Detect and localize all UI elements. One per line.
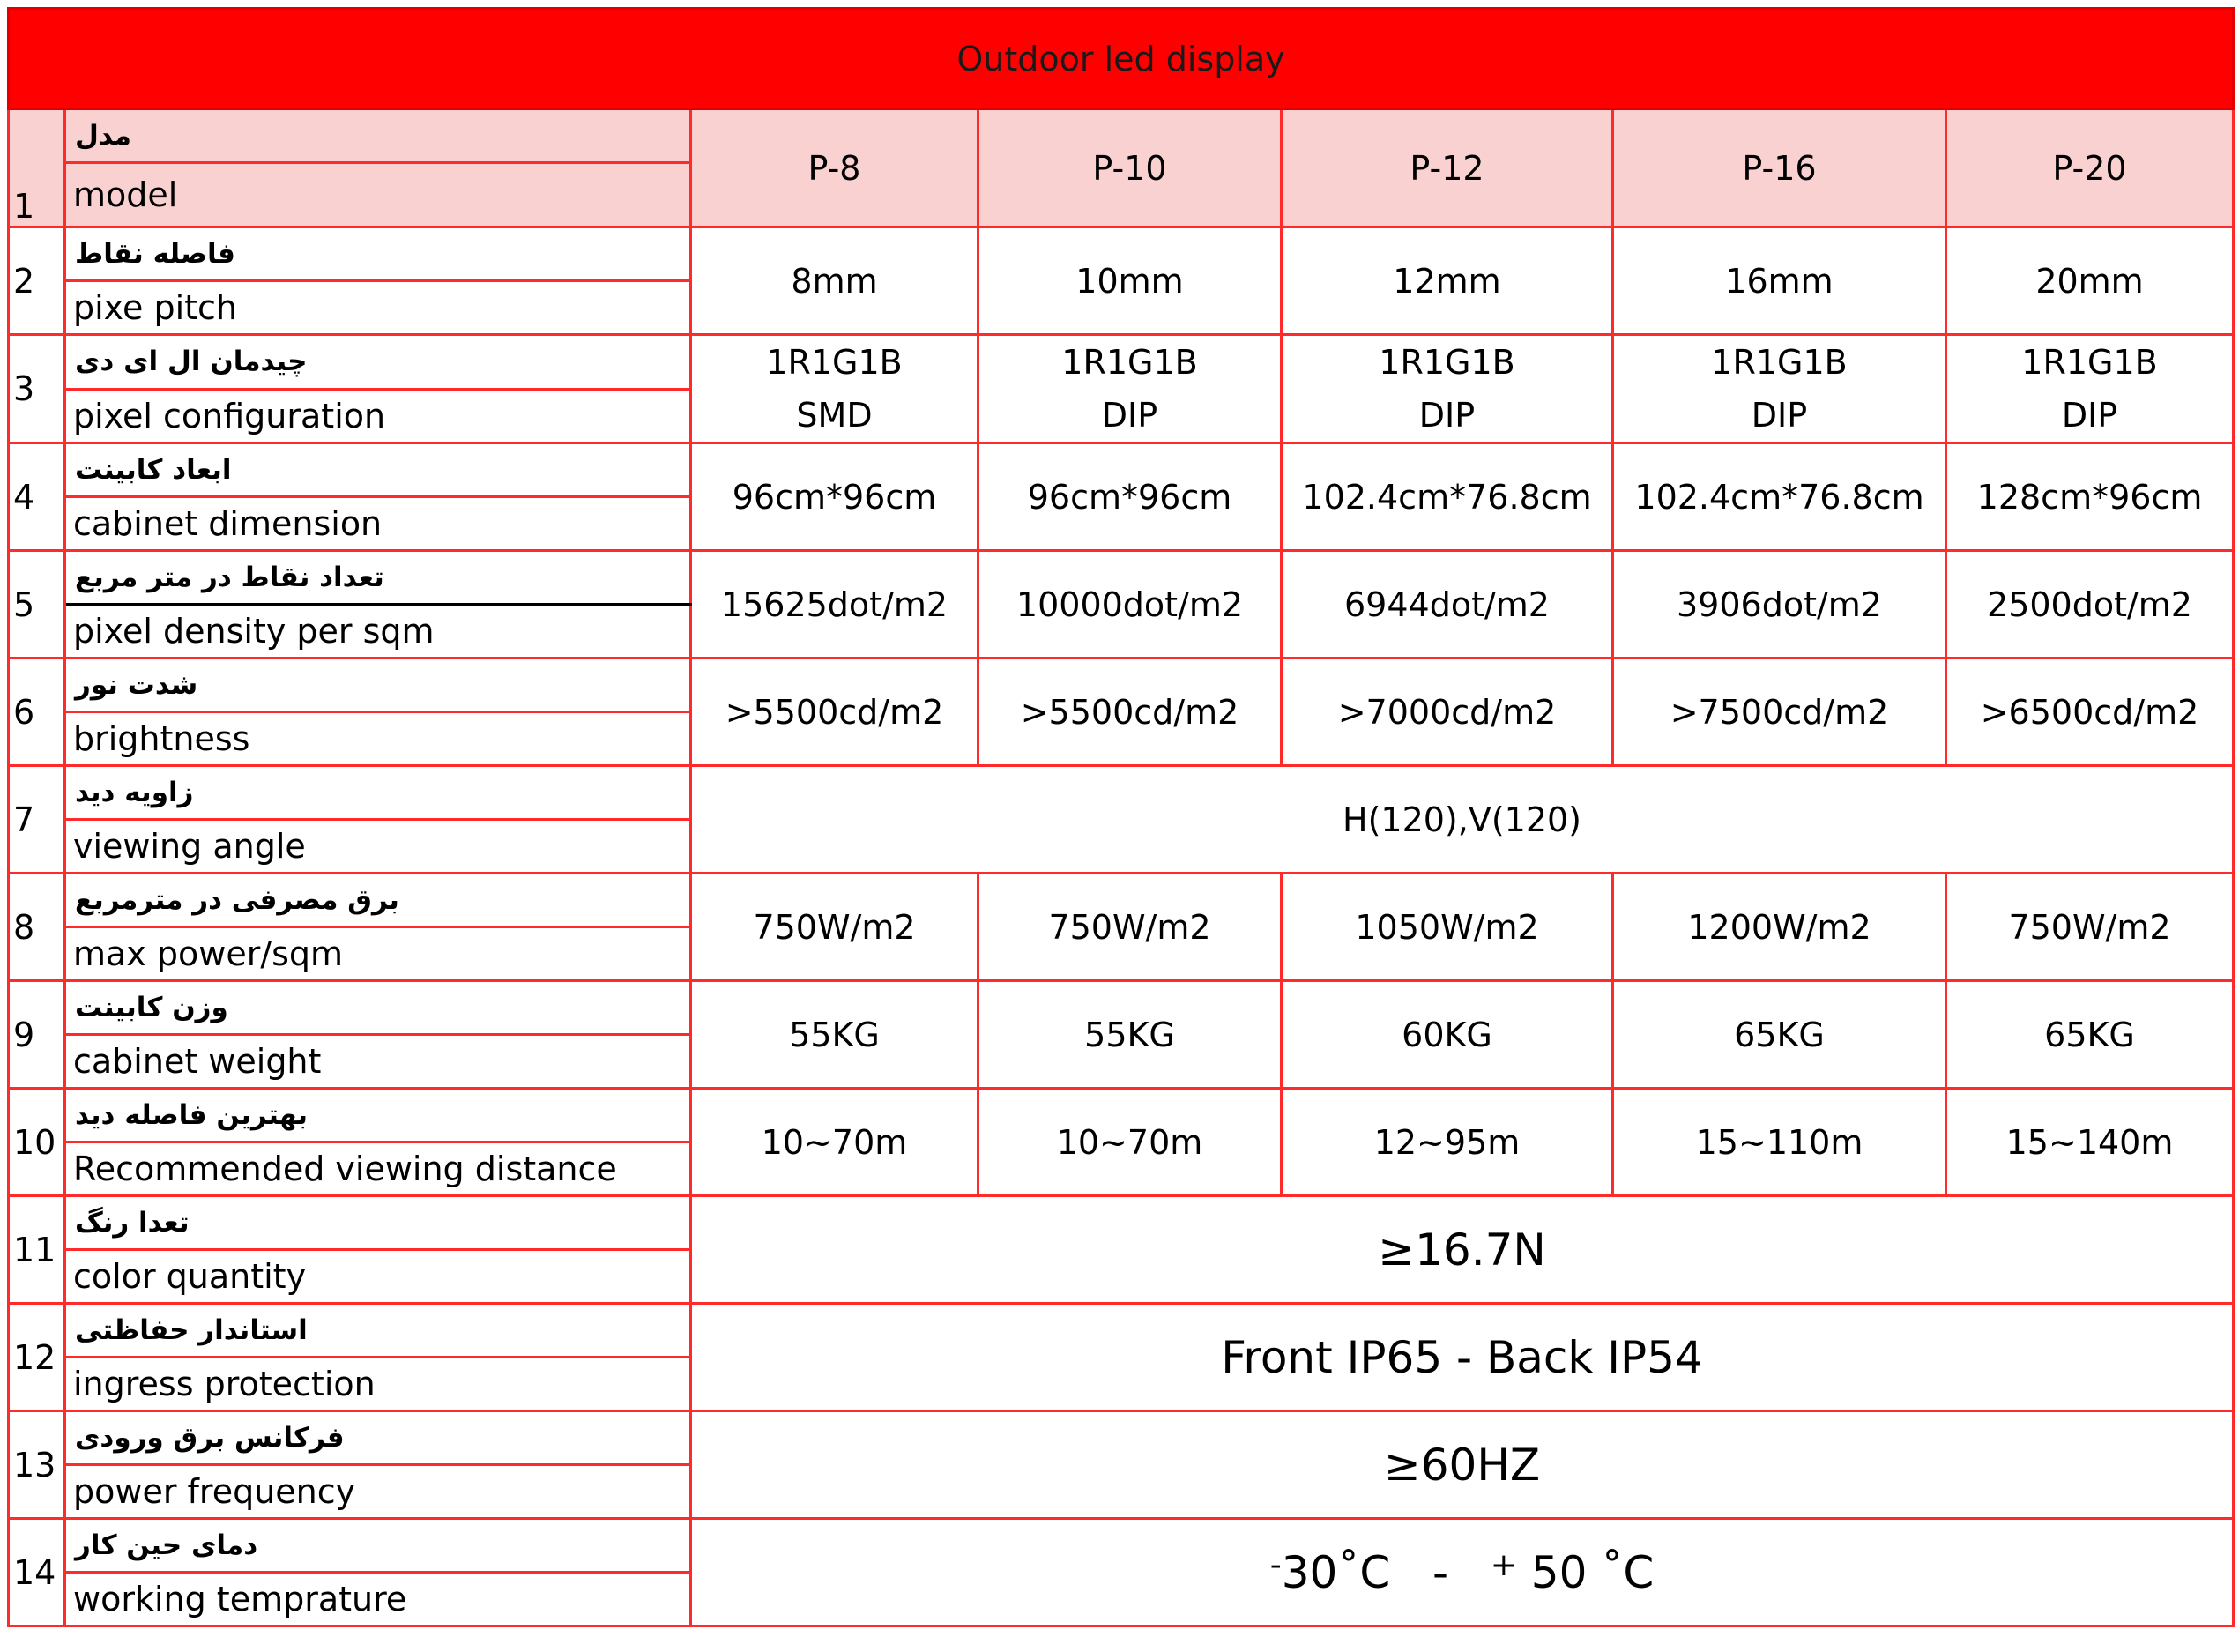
- row-number: 8: [9, 874, 65, 981]
- spec-value: >5500cd/m2: [978, 659, 1282, 766]
- row-label-fa: وزن کابینت: [65, 981, 691, 1035]
- row-number: 9: [9, 981, 65, 1089]
- row-number: 2: [9, 227, 65, 335]
- range-dash: -: [1432, 1546, 1449, 1598]
- model-header: P-12: [1282, 109, 1613, 227]
- spec-value: 16mm: [1613, 227, 1946, 335]
- row-label-fa: فرکانس برق ورودی: [65, 1411, 691, 1465]
- row-label-fa: فاصله نقاط: [65, 227, 691, 281]
- row-number: 6: [9, 659, 65, 766]
- row-number: 13: [9, 1411, 65, 1519]
- row-label-en: viewing angle: [65, 820, 691, 874]
- row-label-en: model: [65, 163, 691, 227]
- led-package: DIP: [1101, 396, 1158, 435]
- spec-value-merged: Front IP65 - Back IP54: [691, 1304, 2234, 1411]
- spec-sheet: [7, 7, 2232, 1647]
- temp-high: 50: [1530, 1546, 1588, 1598]
- row-label-fa: مدل: [65, 109, 691, 163]
- row-label-en: cabinet dimension: [65, 497, 691, 551]
- spec-value: >5500cd/m2: [691, 659, 978, 766]
- spec-value: 15625dot/m2: [691, 551, 978, 659]
- row-number: 10: [9, 1089, 65, 1196]
- spec-value: [1946, 335, 2234, 443]
- table-title: Outdoor led display: [9, 9, 2234, 109]
- degree-unit: ˚C: [1337, 1546, 1391, 1598]
- spec-value: >7000cd/m2: [1282, 659, 1613, 766]
- temperature-range: [691, 1519, 2234, 1626]
- row-label-fa: استاندار حفاظتی: [65, 1304, 691, 1358]
- row-label-fa: دمای حین کار: [65, 1519, 691, 1573]
- row-label-fa: شدت نور: [65, 659, 691, 712]
- row-label-en: ingress protection: [65, 1358, 691, 1411]
- spec-value: 15~110m: [1613, 1089, 1946, 1196]
- row-number: 4: [9, 443, 65, 551]
- row-number: 14: [9, 1519, 65, 1626]
- spec-value-merged: ≥16.7N: [691, 1196, 2234, 1304]
- row-number: 7: [9, 766, 65, 874]
- spec-value: 10000dot/m2: [978, 551, 1282, 659]
- row-label-fa: ابعاد کابینت: [65, 443, 691, 497]
- spec-value: >7500cd/m2: [1613, 659, 1946, 766]
- row-label-en: pixe pitch: [65, 281, 691, 335]
- spec-value: 750W/m2: [978, 874, 1282, 981]
- row-number: 12: [9, 1304, 65, 1411]
- spec-value: >6500cd/m2: [1946, 659, 2234, 766]
- row-number: 1: [9, 109, 65, 227]
- spec-value: [1613, 335, 1946, 443]
- row-label-en: max power/sqm: [65, 927, 691, 981]
- spec-value: 128cm*96cm: [1946, 443, 2234, 551]
- spec-value: 20mm: [1946, 227, 2234, 335]
- row-label-fa: زاویه دید: [65, 766, 691, 820]
- led-config: 1R1G1B: [1711, 343, 1848, 382]
- row-number: 3: [9, 335, 65, 443]
- spec-value: 750W/m2: [1946, 874, 2234, 981]
- spec-value-merged: ≥60HZ: [691, 1411, 2234, 1519]
- spec-value: 65KG: [1613, 981, 1946, 1089]
- row-number: 5: [9, 551, 65, 659]
- led-config: 1R1G1B: [2021, 343, 2158, 382]
- spec-table: [7, 7, 2235, 1627]
- spec-value: 96cm*96cm: [691, 443, 978, 551]
- spec-value: 6944dot/m2: [1282, 551, 1613, 659]
- spec-value: 102.4cm*76.8cm: [1613, 443, 1946, 551]
- led-package: DIP: [1751, 396, 1808, 435]
- spec-value: [691, 335, 978, 443]
- led-config: 1R1G1B: [766, 343, 903, 382]
- row-label-en: cabinet weight: [65, 1035, 691, 1089]
- row-number: 11: [9, 1196, 65, 1304]
- spec-value: 55KG: [978, 981, 1282, 1089]
- row-label-en: brightness: [65, 712, 691, 766]
- spec-value: 750W/m2: [691, 874, 978, 981]
- row-label-fa: برق مصرفی در مترمربع: [65, 874, 691, 927]
- led-package: SMD: [796, 396, 873, 435]
- led-config: 1R1G1B: [1061, 343, 1198, 382]
- model-header: P-10: [978, 109, 1282, 227]
- row-label-en: Recommended viewing distance: [65, 1142, 691, 1196]
- spec-value: [978, 335, 1282, 443]
- row-label-en: power frequency: [65, 1465, 691, 1519]
- row-label-fa: بهترین فاصله دید: [65, 1089, 691, 1142]
- spec-value: 65KG: [1946, 981, 2234, 1089]
- row-label-en: pixel configuration: [65, 389, 691, 443]
- spec-value: 1050W/m2: [1282, 874, 1613, 981]
- model-header: P-8: [691, 109, 978, 227]
- spec-value: 10~70m: [978, 1089, 1282, 1196]
- spec-value: 1200W/m2: [1613, 874, 1946, 981]
- row-label-fa: تعداد نقاط در متر مربع: [65, 551, 691, 605]
- spec-value: 3906dot/m2: [1613, 551, 1946, 659]
- led-package: DIP: [2061, 396, 2118, 435]
- spec-value: 15~140m: [1946, 1089, 2234, 1196]
- spec-value: 10~70m: [691, 1089, 978, 1196]
- spec-value: [1282, 335, 1613, 443]
- row-label-fa: چیدمان ال ای دی: [65, 335, 691, 390]
- plus-sign: +: [1490, 1546, 1517, 1583]
- row-label-en: working temprature: [65, 1573, 691, 1626]
- spec-value: 12mm: [1282, 227, 1613, 335]
- spec-value: 12~95m: [1282, 1089, 1613, 1196]
- spec-value-merged: H(120),V(120): [691, 766, 2234, 874]
- spec-value: 10mm: [978, 227, 1282, 335]
- led-config: 1R1G1B: [1379, 343, 1515, 382]
- model-header: P-16: [1613, 109, 1946, 227]
- spec-value: 8mm: [691, 227, 978, 335]
- spec-value: 2500dot/m2: [1946, 551, 2234, 659]
- temp-low: 30: [1281, 1546, 1338, 1598]
- row-label-en: pixel density per sqm: [65, 605, 691, 659]
- minus-sign: -: [1269, 1546, 1282, 1583]
- row-label-en: color quantity: [65, 1250, 691, 1304]
- model-header: P-20: [1946, 109, 2234, 227]
- spec-value: 60KG: [1282, 981, 1613, 1089]
- row-label-fa: تعدا رنگ: [65, 1196, 691, 1250]
- spec-value: 55KG: [691, 981, 978, 1089]
- led-package: DIP: [1418, 396, 1476, 435]
- spec-value: 102.4cm*76.8cm: [1282, 443, 1613, 551]
- degree-unit: ˚C: [1601, 1546, 1655, 1598]
- spec-value: 96cm*96cm: [978, 443, 1282, 551]
